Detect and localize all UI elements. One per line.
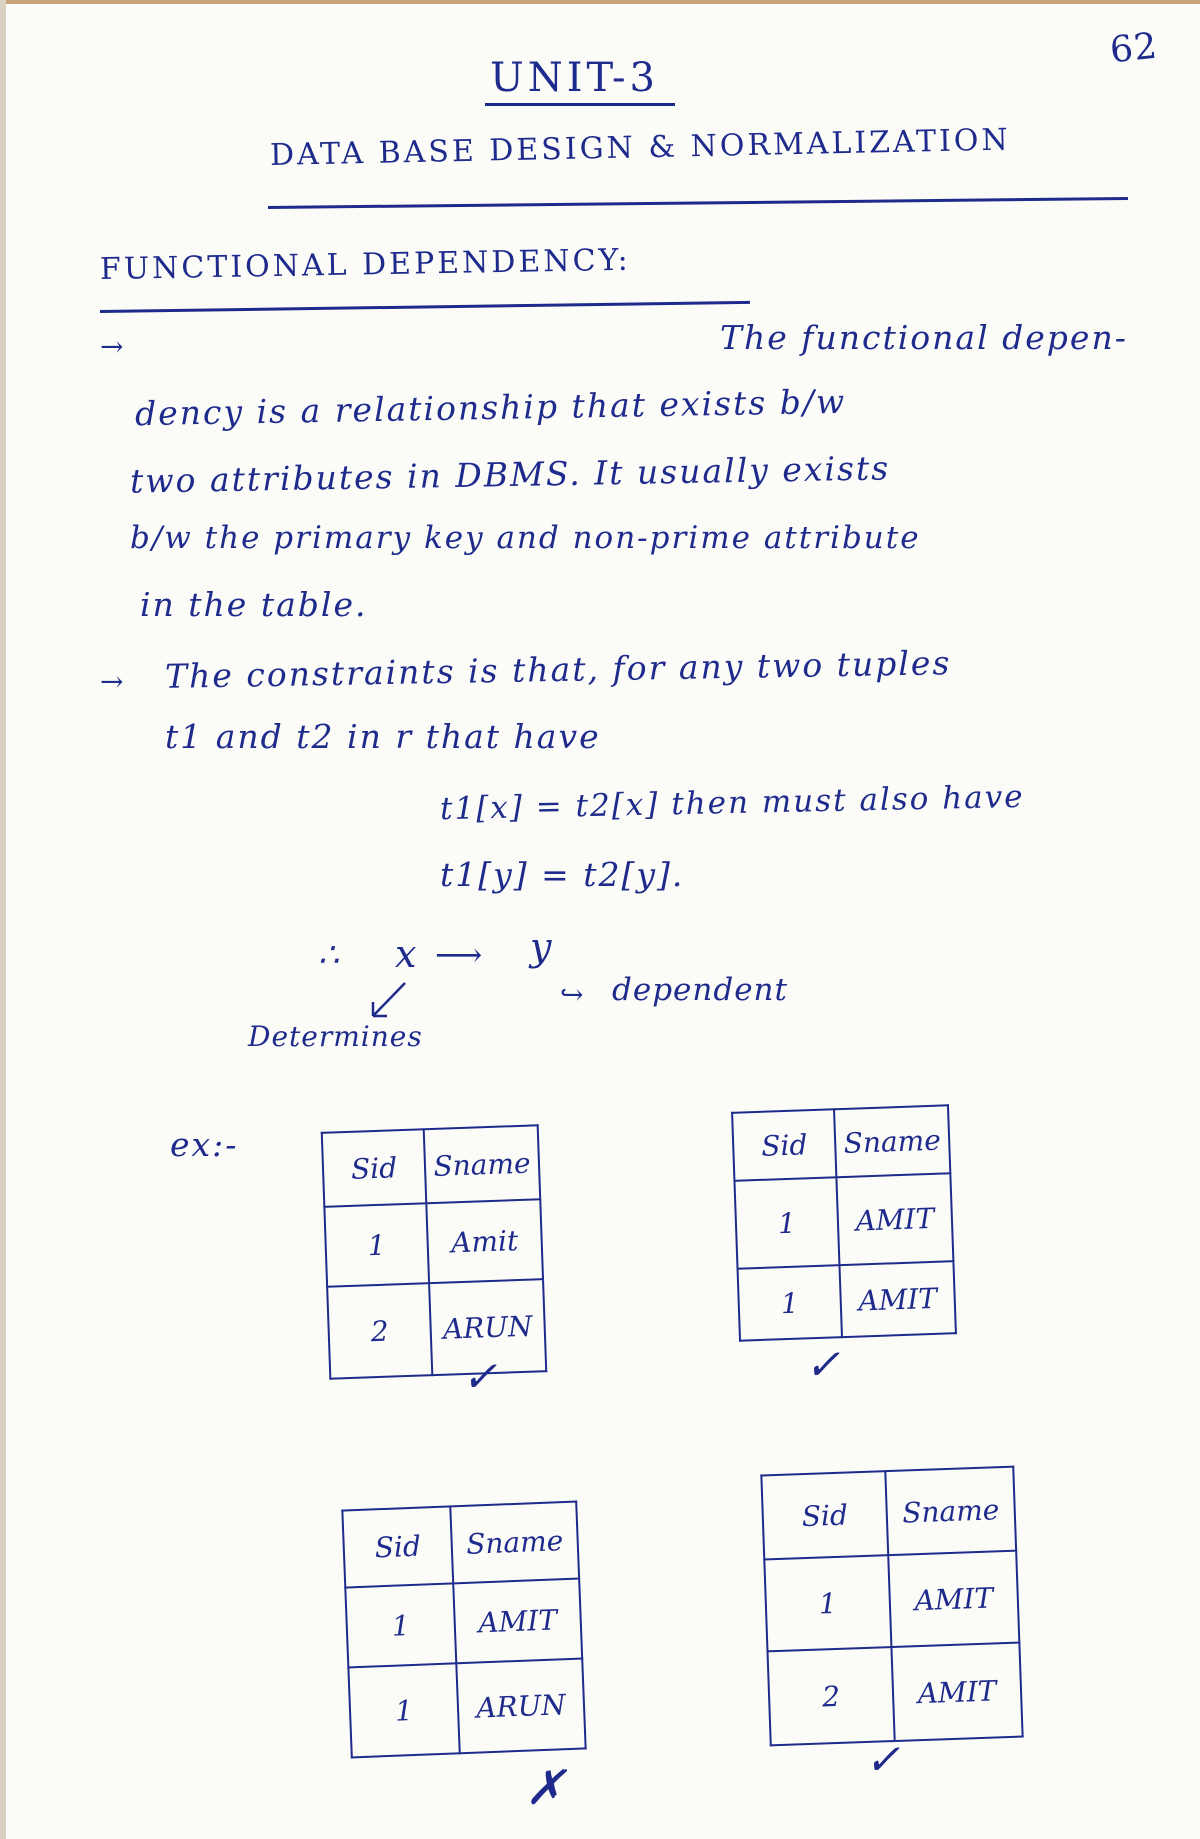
- col-header-sid: Sid: [761, 1471, 888, 1559]
- bullet-arrow-2: →: [100, 665, 125, 698]
- table-header-row: [761, 1467, 1016, 1560]
- para2-line1: The constraints is that, for any two tuples: [164, 643, 952, 696]
- page-number: 62: [1107, 25, 1160, 72]
- cell-sid: 2: [768, 1647, 895, 1745]
- example-table-4: [760, 1466, 1023, 1747]
- table-row: [768, 1643, 1023, 1746]
- fd-lhs: x: [395, 932, 419, 976]
- verdict-mark-1: ✓: [462, 1352, 499, 1401]
- table-row: [764, 1551, 1019, 1652]
- bullet-arrow-1: →: [100, 330, 125, 363]
- cell-sname: AMIT: [891, 1643, 1022, 1741]
- dependent-label: dependent: [612, 972, 788, 1008]
- unit-heading: UNIT-3: [490, 55, 659, 101]
- page-title: DATA BASE DESIGN & NORMALIZATION: [269, 122, 1012, 173]
- cell-sname: Amit: [426, 1199, 543, 1283]
- dependent-arrow: ↪: [560, 978, 585, 1011]
- para1-line3: two attributes in DBMS. It usually exists: [129, 448, 891, 501]
- para1-line2: dency is a relationship that exists b/w: [134, 381, 847, 434]
- para1-line5: in the table.: [140, 585, 368, 624]
- table-header-row: [732, 1105, 950, 1180]
- cell-sname: ARUN: [456, 1658, 585, 1753]
- col-header-sname: Sname: [450, 1502, 579, 1584]
- unit-underline: [485, 103, 675, 106]
- example-label: ex:-: [170, 1125, 239, 1164]
- determines-pointer-icon: [365, 980, 415, 1025]
- table-header-row: [342, 1502, 579, 1588]
- col-header-sname: Sname: [885, 1467, 1016, 1555]
- fd-rhs: y: [530, 925, 554, 969]
- col-header-sname: Sname: [834, 1105, 950, 1177]
- table-row: [345, 1579, 582, 1668]
- cell-sid: 1: [348, 1663, 459, 1757]
- page-left-edge: [0, 0, 6, 1839]
- example-table-2: [731, 1104, 957, 1341]
- cell-sid: 1: [734, 1177, 839, 1269]
- para2-line2: t1 and t2 in r that have: [165, 717, 601, 756]
- cell-sname: AMIT: [839, 1261, 955, 1337]
- col-header-sname: Sname: [424, 1125, 541, 1203]
- title-underline: [268, 197, 1128, 209]
- cell-sid: 1: [764, 1555, 891, 1651]
- example-table-1: [321, 1124, 548, 1379]
- therefore-symbol: ∴: [318, 935, 341, 974]
- cell-sid: 2: [327, 1283, 432, 1379]
- formula-line-1: t1[x] = t2[x] then must also have: [439, 778, 1025, 828]
- verdict-mark-2: ✓: [805, 1340, 842, 1389]
- table-row: [327, 1279, 546, 1378]
- page-top-edge: [0, 0, 1200, 4]
- table-header-row: [322, 1125, 540, 1206]
- cell-sid: 1: [738, 1265, 842, 1341]
- cell-sid: 1: [345, 1583, 456, 1667]
- formula-line-2: t1[y] = t2[y].: [440, 855, 685, 894]
- cell-sname: AMIT: [453, 1579, 582, 1664]
- table-row: [348, 1658, 585, 1757]
- fd-arrow: ⟶: [435, 935, 485, 974]
- col-header-sid: Sid: [322, 1129, 427, 1207]
- determines-label: Determines: [248, 1020, 423, 1053]
- table-row: [324, 1199, 543, 1286]
- col-header-sid: Sid: [732, 1109, 836, 1181]
- section-heading: FUNCTIONAL DEPENDENCY:: [99, 242, 632, 287]
- col-header-sid: Sid: [342, 1506, 453, 1587]
- cell-sname: ARUN: [429, 1279, 546, 1375]
- table-row: [734, 1173, 953, 1268]
- example-table-3: [341, 1501, 586, 1759]
- para1-line1: The functional depen-: [720, 318, 1128, 357]
- section-underline: [100, 301, 750, 313]
- cell-sname: AMIT: [888, 1551, 1019, 1647]
- para1-line4: b/w the primary key and non-prime attribute: [130, 520, 921, 556]
- cell-sname: AMIT: [836, 1173, 953, 1265]
- verdict-mark-3: ✗: [525, 1760, 567, 1816]
- cell-sid: 1: [324, 1203, 429, 1287]
- verdict-mark-4: ✓: [865, 1735, 902, 1784]
- table-row: [738, 1261, 956, 1340]
